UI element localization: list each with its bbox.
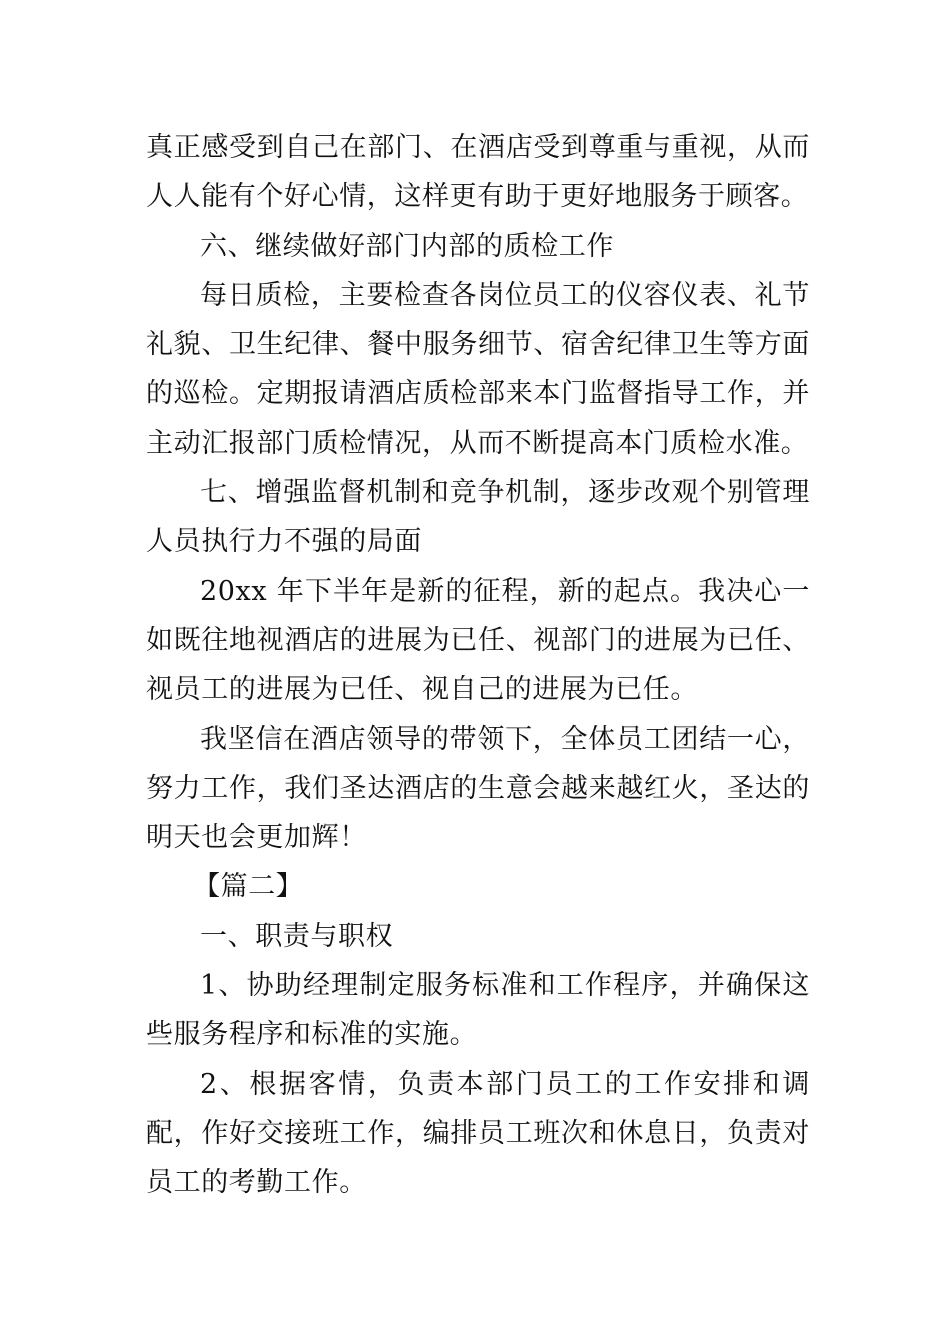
duty-item-1: 1、协助经理制定服务标准和工作程序，并确保这些服务程序和标准的实施。 (146, 970, 810, 1051)
paragraph-continuation: 真正感受到自己在部门、在酒店受到尊重与重视，从而人人能有个好心情，这样更有助于更好地服务于顾客。 (146, 132, 810, 213)
section-heading-six: 六、继续做好部门内部的质检工作 (200, 230, 614, 262)
chapter-heading: 【篇二】 (193, 871, 304, 903)
section-heading-seven: 七、增强监督机制和竞争机制，逐步改观个别管理人员执行力不强的局面 (146, 477, 810, 558)
duty-item-2: 2、根据客情，负责本部门员工的工作安排和调配，作好交接班工作，编排员工班次和休息日，负责对员工的考勤工作。 (146, 1068, 810, 1199)
paragraph-new-journey: 20xx 年下半年是新的征程，新的起点。我决心一如既往地视酒店的进展为已任、视部门的进展为已任、视员工的进展为已任、视自己的进展为已任。 (146, 575, 810, 706)
paragraph-belief: 我坚信在酒店领导的带领下，全体员工团结一心，努力工作，我们圣达酒店的生意会越来越红火，圣达的明天也会更加辉！ (146, 723, 810, 854)
section-heading-duties: 一、职责与职权 (200, 920, 394, 952)
document-body (146, 123, 810, 1208)
paragraph-quality-check: 每日质检，主要检查各岗位员工的仪容仪表、礼节礼貌、卫生纪律、餐中服务细节、宿舍纪律卫生等方面的巡检。定期报请酒店质检部来本门监督指导工作，并主动汇报部门质检情况，从而不断提高本门质检水准。 (146, 279, 810, 459)
